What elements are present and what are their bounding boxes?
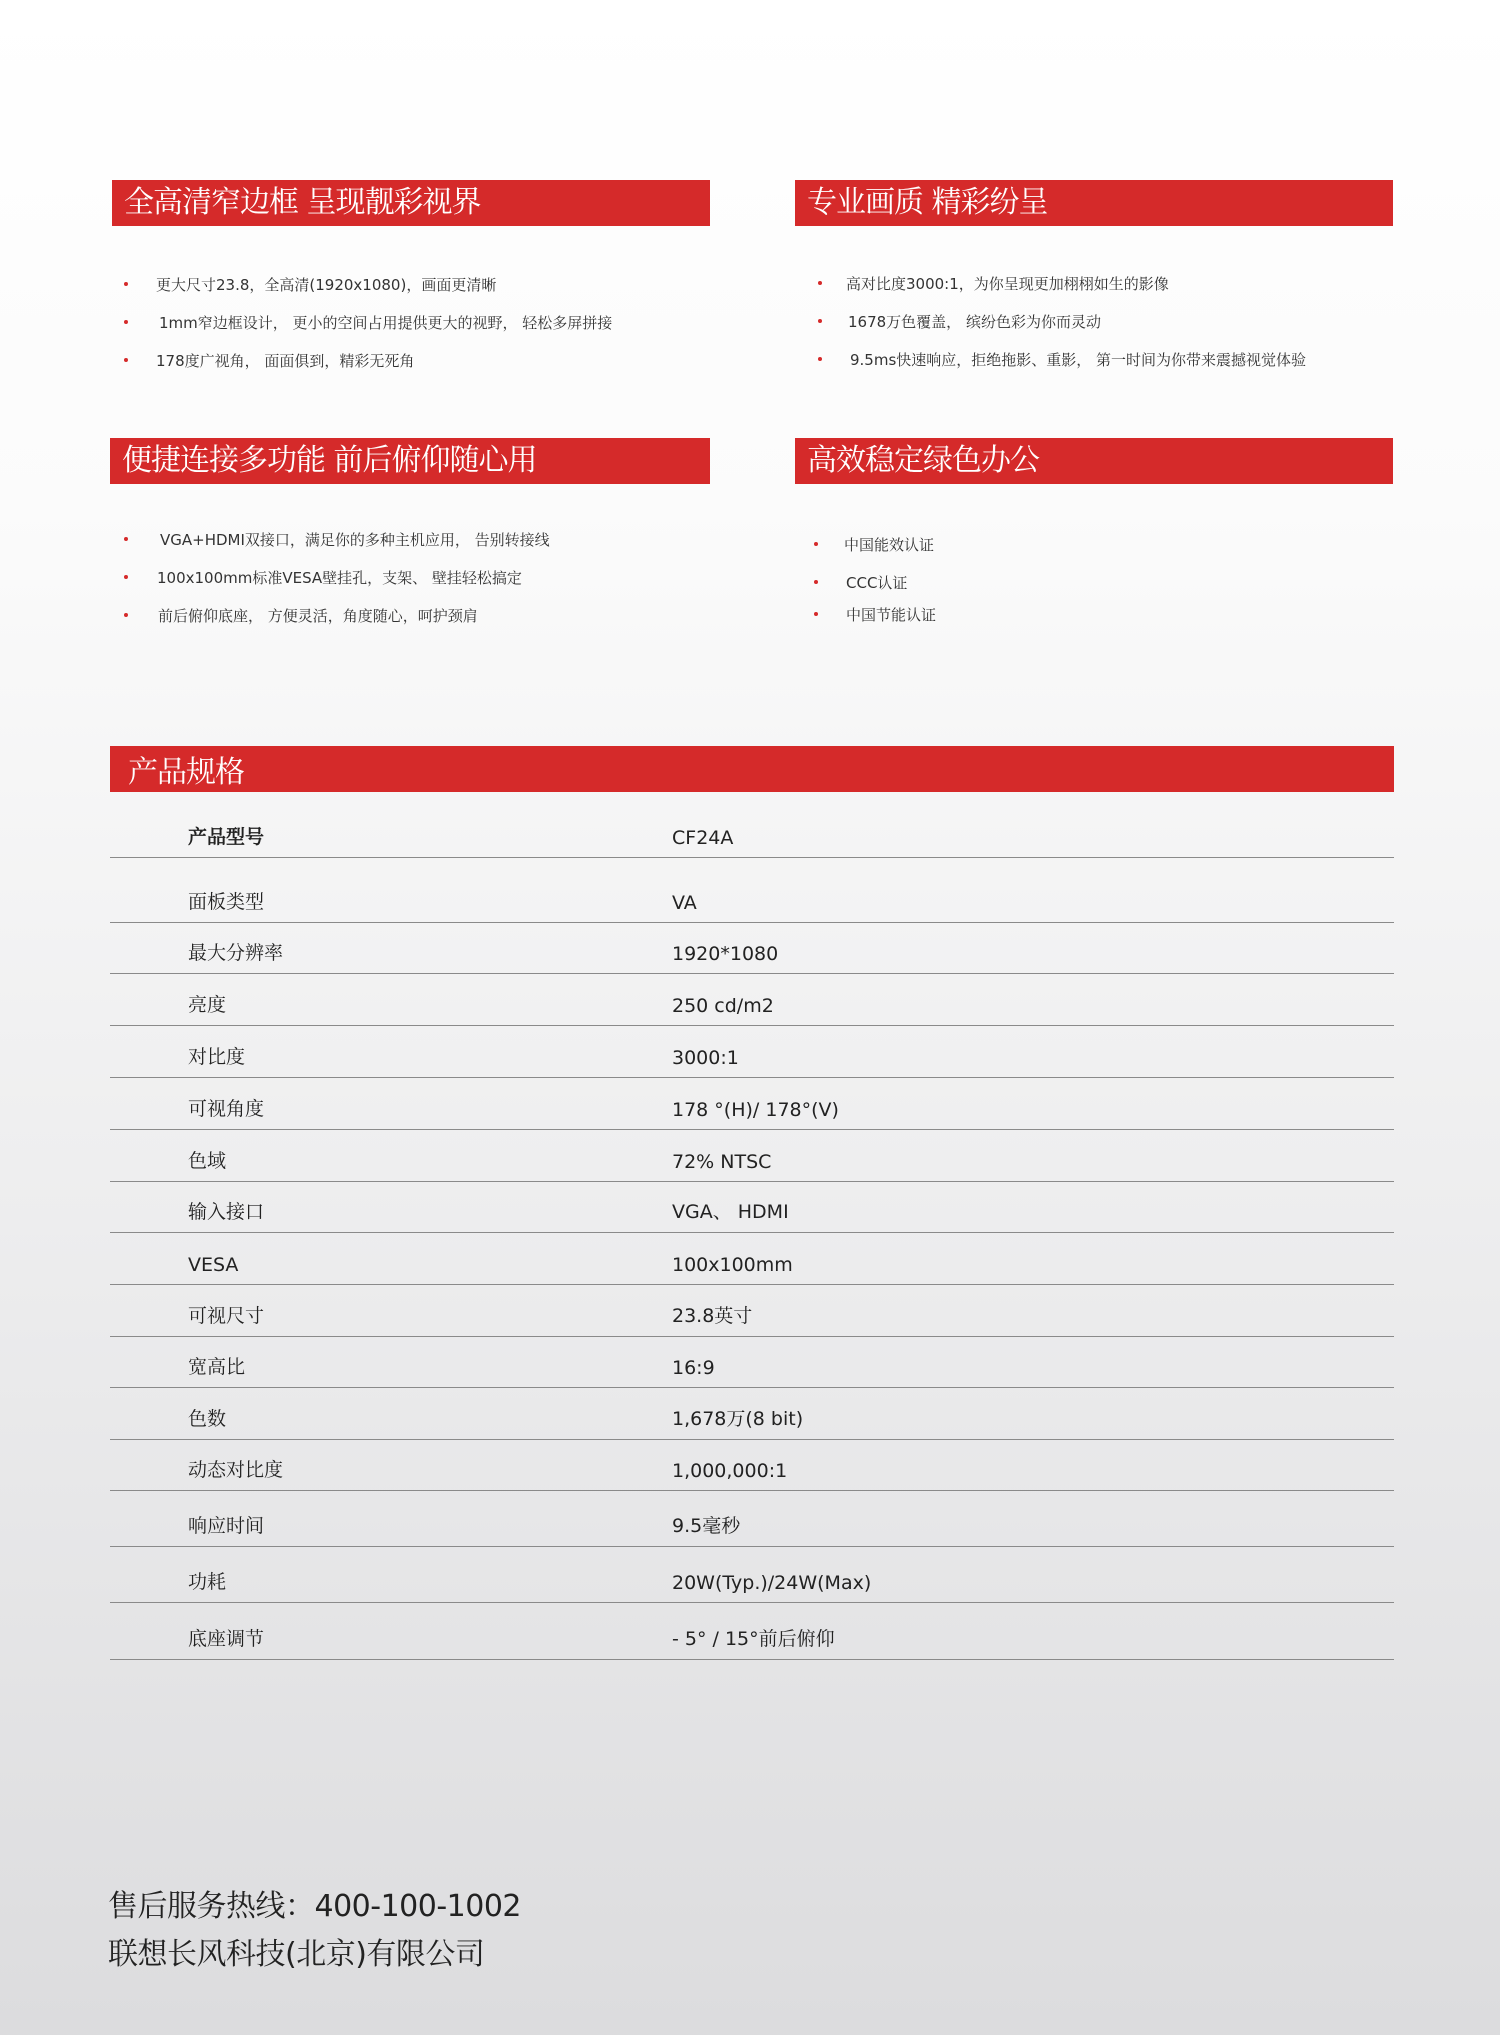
spec-key: 动态对比度 (188, 1459, 284, 1481)
table-row (110, 974, 1394, 1026)
spec-key: VESA (188, 1254, 239, 1276)
section-title-connect: 便捷连接多功能 前后俯仰随心用 (110, 438, 710, 484)
section-title-quality: 专业画质 精彩纷呈 (795, 180, 1393, 226)
spec-key: 可视尺寸 (188, 1305, 265, 1327)
bullet-icon (124, 282, 128, 286)
table-row (110, 1547, 1394, 1603)
bullet-icon (818, 281, 822, 285)
spec-key: 响应时间 (188, 1515, 265, 1537)
table-row (110, 858, 1394, 923)
bullet-icon (814, 612, 818, 616)
bullet-icon (124, 575, 128, 579)
bullet-icon (814, 580, 818, 584)
spec-table (110, 805, 1394, 1660)
company-name: 联想长风科技(北京)有限公司 (108, 1937, 485, 1972)
spec-key: 产品型号 (188, 826, 265, 848)
spec-key: 宽高比 (188, 1356, 246, 1378)
bullet-icon (814, 542, 818, 546)
table-row (110, 1491, 1394, 1547)
spec-value: 20W(Typ.)/24W(Max) (672, 1572, 872, 1594)
table-row (110, 1130, 1394, 1182)
spec-value: 9.5毫秒 (672, 1515, 741, 1537)
spec-value: 250 cd/m2 (672, 995, 774, 1017)
table-row (110, 1337, 1394, 1388)
spec-key: 功耗 (188, 1571, 227, 1593)
table-row (110, 1603, 1394, 1660)
table-row (110, 1388, 1394, 1440)
spec-value: CF24A (672, 827, 734, 849)
spec-value: 100x100mm (672, 1254, 793, 1276)
table-row (110, 923, 1394, 974)
spec-value: VA (672, 892, 697, 914)
spec-key: 输入接口 (188, 1201, 265, 1223)
table-row (110, 1233, 1394, 1285)
spec-value: - 5° / 15°前后俯仰 (672, 1628, 835, 1650)
spec-key: 面板类型 (188, 891, 265, 913)
table-row (110, 1078, 1394, 1130)
table-row (110, 1182, 1394, 1233)
spec-key: 亮度 (188, 994, 227, 1016)
table-row (110, 1026, 1394, 1078)
spec-value: 23.8英寸 (672, 1305, 753, 1327)
spec-value: 1920*1080 (672, 943, 779, 965)
table-row (110, 1440, 1394, 1491)
section-title-fhd: 全高清窄边框 呈现靓彩视界 (112, 180, 710, 226)
spec-value: 178 °(H)/ 178°(V) (672, 1099, 839, 1121)
spec-key: 底座调节 (188, 1628, 265, 1650)
spec-key: 色域 (188, 1150, 227, 1172)
bullet-icon (818, 357, 822, 361)
section-title-green: 高效稳定绿色办公 (795, 438, 1393, 484)
specs-title: 产品规格 (110, 746, 1394, 792)
spec-value: 1,000,000:1 (672, 1460, 788, 1482)
bullet-icon (124, 320, 128, 324)
spec-key: 可视角度 (188, 1098, 265, 1120)
spec-value: 16:9 (672, 1357, 715, 1379)
spec-key: 最大分辨率 (188, 942, 284, 964)
spec-value: 1,678万(8 bit) (672, 1408, 804, 1430)
spec-value: VGA、 HDMI (672, 1201, 789, 1223)
bullet-icon (124, 537, 128, 541)
table-row (110, 1285, 1394, 1337)
spec-key: 色数 (188, 1408, 227, 1430)
spec-value: 72% NTSC (672, 1151, 772, 1173)
bullet-icon (124, 613, 128, 617)
bullet-icon (124, 358, 128, 362)
service-hotline: 售后服务热线：400-100-1002 (108, 1889, 522, 1924)
table-row (110, 805, 1394, 858)
spec-key: 对比度 (188, 1046, 246, 1068)
spec-value: 3000:1 (672, 1047, 739, 1069)
bullet-icon (818, 319, 822, 323)
